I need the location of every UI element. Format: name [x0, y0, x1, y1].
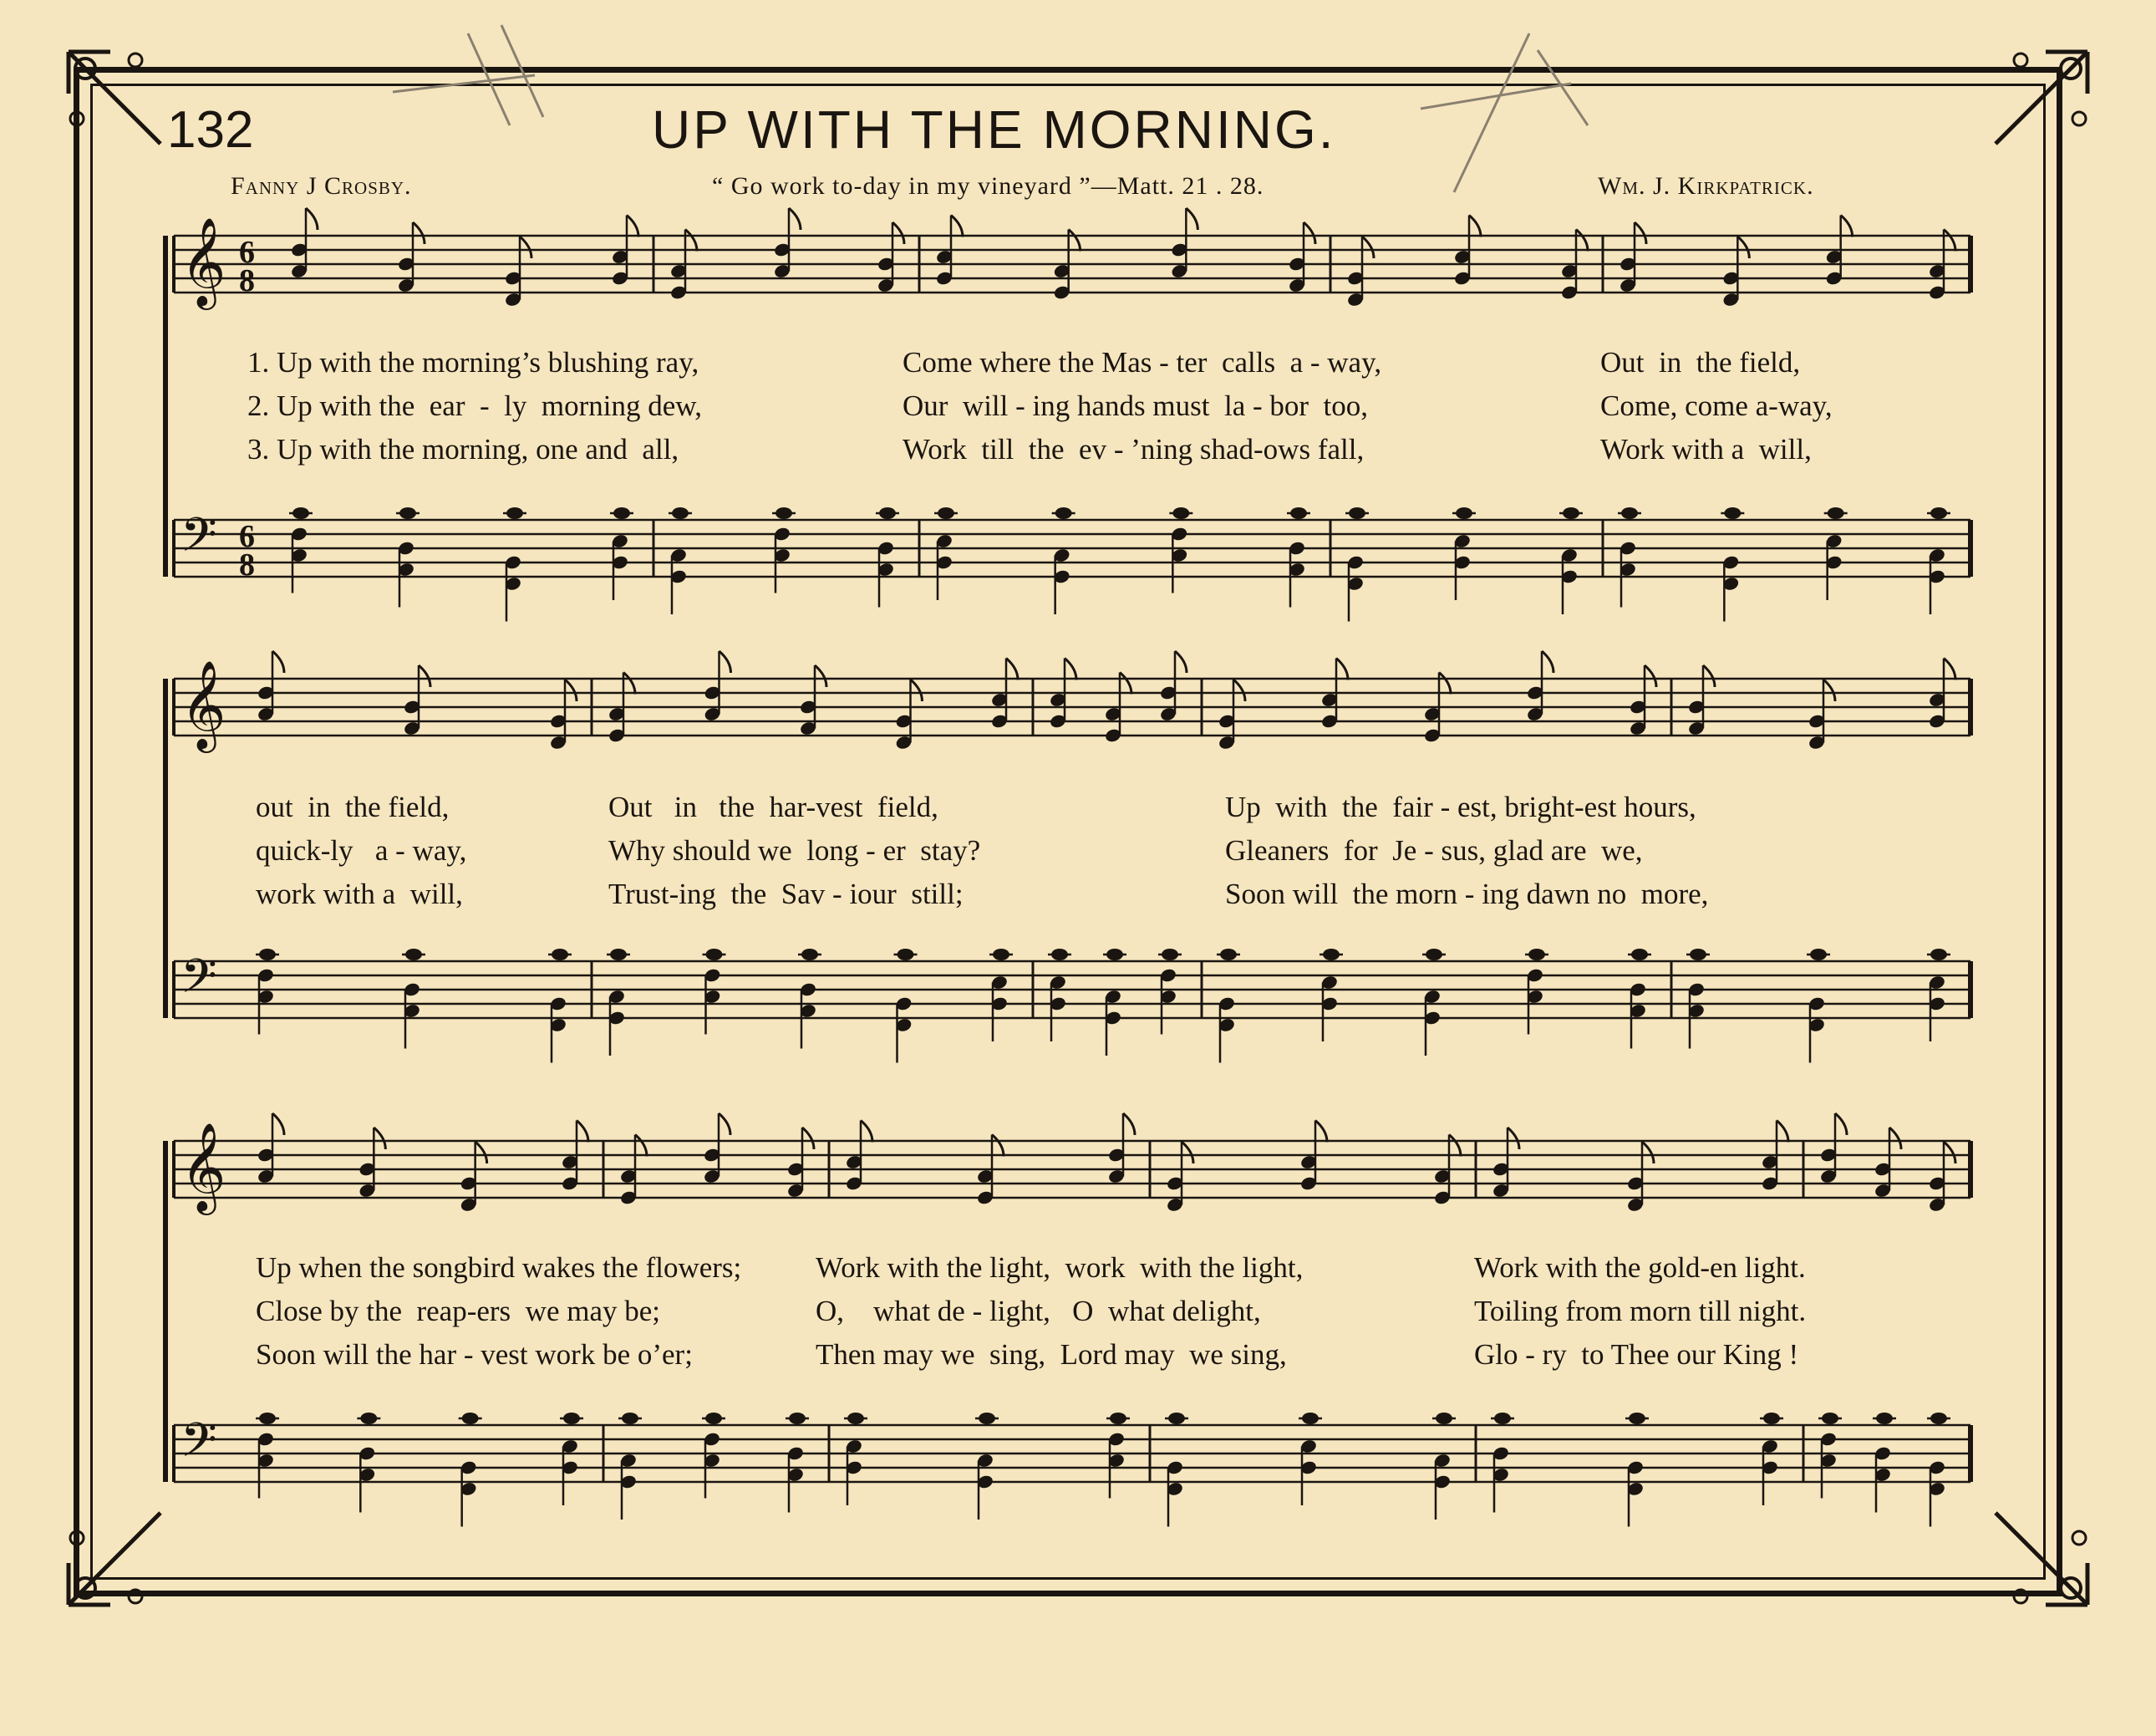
note-flag — [306, 208, 318, 230]
lyric-s2-v2-a: quick-ly a - way, — [256, 834, 467, 867]
treble-clef: 𝄞 — [181, 1122, 226, 1211]
note-flag — [1737, 237, 1749, 258]
note-flag — [1439, 673, 1451, 695]
note-flag — [413, 222, 425, 244]
lyric-s3-v3-a: Soon will the har - vest work be o’er; — [256, 1338, 693, 1371]
bass-clef: 𝄢 — [181, 508, 217, 574]
note-flag — [1576, 230, 1588, 252]
lyricist-credit: Fanny J Crosby. — [231, 172, 412, 200]
note-flag — [1944, 230, 1955, 252]
note-flag — [685, 230, 697, 252]
lyric-s3-v1-c: Work with the gold-en light. — [1474, 1251, 1806, 1284]
note-flag — [1469, 216, 1481, 237]
lyric-s2-v1-a: out in the field, — [256, 791, 450, 823]
note-flag — [1645, 665, 1656, 687]
time-signature-top: 6 — [239, 235, 255, 270]
note-flag — [1835, 1113, 1847, 1135]
time-signature-bottom: 8 — [239, 547, 255, 583]
note-flag — [1186, 208, 1197, 230]
note-flag — [1304, 222, 1315, 244]
composer-credit: Wm. J. Kirkpatrick. — [1598, 172, 1814, 200]
time-signature-top: 6 — [239, 519, 255, 554]
note-flag — [1823, 680, 1835, 701]
lyric-s2-v1-b: Out in the har-vest field, — [608, 791, 938, 823]
lyric-s1-v1-b: Come where the Mas - ter calls a - way, — [903, 346, 1382, 379]
hymn-title: UP WITH THE MORNING. — [652, 99, 1336, 160]
note-flag — [789, 208, 801, 230]
lyric-s1-v3-b: Work till the ev - ’ning shad-ows fall, — [903, 433, 1365, 466]
lyric-s3-v2-b: O, what de - light, O what delight, — [816, 1295, 1261, 1327]
note-flag — [1889, 1128, 1901, 1149]
scripture-reference: “ Go work to-day in my vineyard ”—Matt. 21 . 28. — [712, 172, 1264, 200]
note-flag — [1542, 651, 1553, 673]
note-flag — [1006, 659, 1018, 680]
note-flag — [1120, 673, 1131, 695]
note-flag — [802, 1128, 814, 1149]
lyric-s1-v2-b: Our will - ing hands must la - bor too, — [903, 389, 1369, 422]
note-flag — [1336, 659, 1348, 680]
note-flag — [1069, 230, 1081, 252]
lyric-s1-v2-c: Come, come a-way, — [1600, 389, 1833, 422]
note-flag — [374, 1128, 385, 1149]
lyric-s2-v3-a: work with a will, — [256, 878, 463, 910]
note-flag — [627, 216, 638, 237]
note-flag — [475, 1142, 487, 1163]
lyric-s3-v3-c: Glo - ry to Thee our King ! — [1474, 1338, 1799, 1371]
note-flag — [272, 651, 284, 673]
lyric-s1-v3-c: Work with a will, — [1600, 433, 1812, 466]
note-flag — [1944, 659, 1955, 680]
lyric-s2-v2-b: Why should we long - er stay? — [608, 834, 981, 867]
note-flag — [419, 665, 430, 687]
note-flag — [1635, 222, 1646, 244]
lyric-s2-v3-c: Soon will the morn - ing dawn no more, — [1225, 878, 1709, 910]
treble-clef: 𝄞 — [181, 659, 226, 749]
note-flag — [1777, 1121, 1788, 1143]
lyric-s2-v1-c: Up with the fair - est, bright-est hours, — [1225, 791, 1696, 823]
note-flag — [1642, 1142, 1654, 1163]
lyric-s3-v3-b: Then may we sing, Lord may we sing, — [816, 1338, 1287, 1371]
lyric-s1-v2-a: 2. Up with the ear - ly morning dew, — [247, 389, 703, 422]
page-number: 132 — [167, 101, 254, 159]
lyric-s1-v1-a: 1. Up with the morning’s blushing ray, — [247, 346, 699, 379]
lyric-s1-v1-c: Out in the field, — [1600, 346, 1801, 379]
note-flag — [861, 1121, 872, 1143]
note-flag — [577, 1121, 588, 1143]
note-flag — [992, 1135, 1004, 1157]
note-flag — [1233, 680, 1245, 701]
note-flag — [719, 1113, 730, 1135]
lyric-s2-v3-b: Trust-ing the Sav - iour still; — [608, 878, 964, 910]
bass-clef: 𝄢 — [181, 949, 217, 1016]
note-flag — [951, 216, 963, 237]
treble-clef: 𝄞 — [181, 216, 226, 306]
pencil-mark — [1421, 33, 1588, 192]
note-flag — [1841, 216, 1853, 237]
note-flag — [272, 1113, 284, 1135]
note-flag — [623, 673, 635, 695]
lyric-s1-v3-a: 3. Up with the morning, one and all, — [247, 433, 679, 466]
time-signature-bottom: 8 — [239, 263, 255, 298]
note-flag — [1508, 1128, 1519, 1149]
note-flag — [1182, 1142, 1193, 1163]
note-flag — [565, 680, 577, 701]
bass-clef: 𝄢 — [181, 1413, 217, 1479]
note-flag — [1362, 237, 1374, 258]
note-flag — [1703, 665, 1715, 687]
lyric-s2-v2-c: Gleaners for Je - sus, glad are we, — [1225, 834, 1643, 867]
note-flag — [1315, 1121, 1327, 1143]
note-flag — [1065, 659, 1076, 680]
note-flag — [1175, 651, 1187, 673]
note-flag — [815, 665, 826, 687]
note-flag — [520, 237, 531, 258]
note-flag — [1449, 1135, 1461, 1157]
lyric-s3-v2-c: Toiling from morn till night. — [1474, 1295, 1807, 1327]
note-flag — [635, 1135, 647, 1157]
lyric-s3-v1-b: Work with the light, work with the light, — [816, 1251, 1304, 1284]
note-flag — [1123, 1113, 1135, 1135]
note-flag — [892, 222, 904, 244]
pencil-mark — [393, 25, 543, 125]
note-flag — [720, 651, 731, 673]
lyric-s3-v2-a: Close by the reap-ers we may be; — [256, 1295, 661, 1327]
note-flag — [911, 680, 923, 701]
note-flag — [1944, 1142, 1955, 1163]
lyric-s3-v1-a: Up when the songbird wakes the flowers; — [256, 1251, 742, 1284]
